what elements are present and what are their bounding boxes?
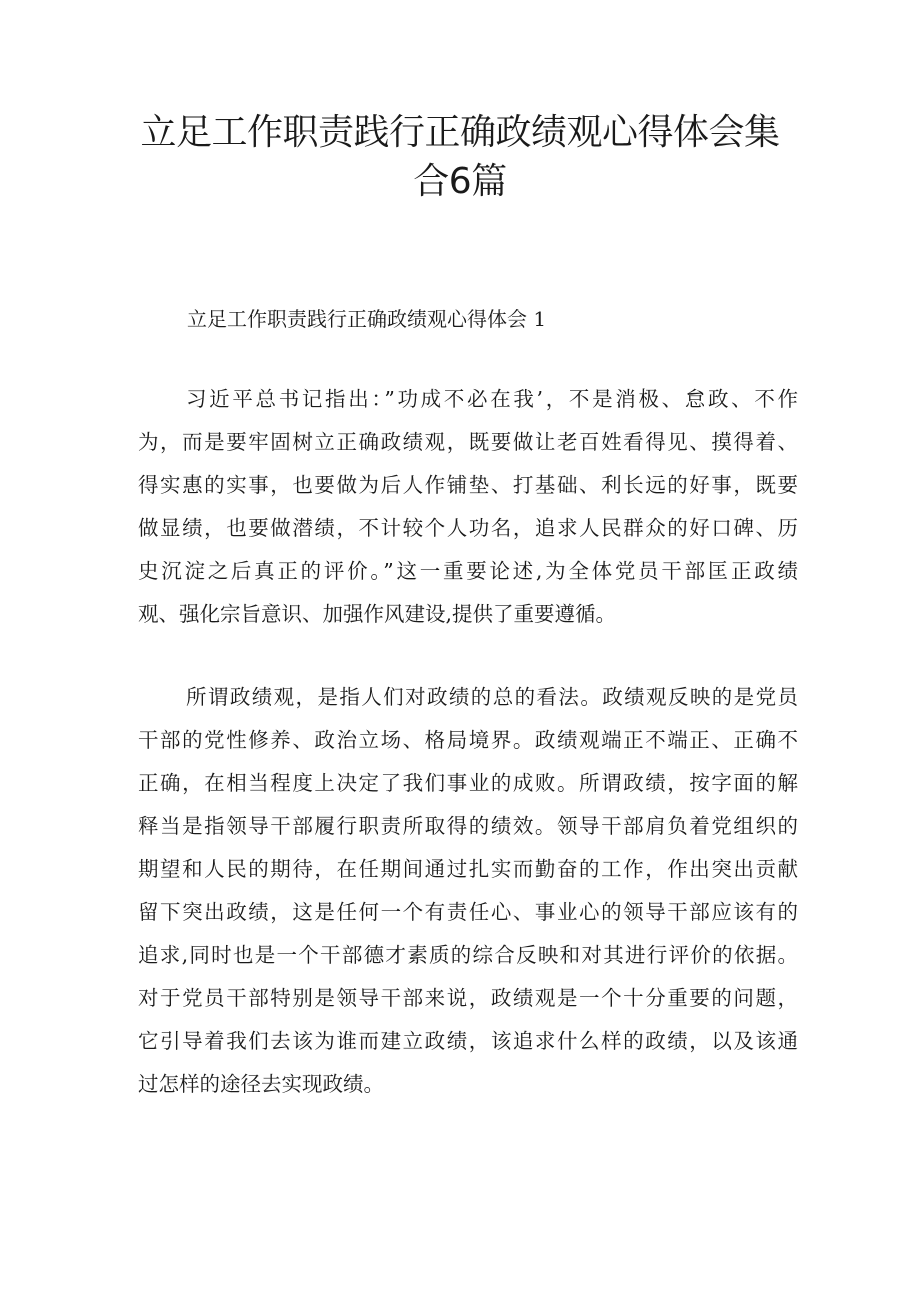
paragraph-2: [138, 676, 798, 1106]
document-title-line-1: 立足工作职责践行正确政绩观心得体会集: [140, 112, 780, 153]
paragraph-line: 过怎样的途径去实现政绩。: [138, 1072, 384, 1096]
paragraph-line: 干部的党性修养、政治立场、格局境界。政绩观端正不端正、正确不: [138, 728, 798, 752]
paragraph-line: 它引导着我们去该为谁而建立政绩，该追求什么样的政绩，以及该通: [138, 1029, 798, 1053]
paragraph-line: 为，而是要牢固树立正确政绩观，既要做让老百姓看得见、摸得着、: [138, 430, 798, 454]
paragraph-line: 习近平总书记指出：”功成不必在我’，不是消极、怠政、不作: [186, 387, 798, 411]
paragraph-line: 对于党员干部特别是领导干部来说，政绩观是一个十分重要的问题，: [138, 986, 798, 1010]
paragraph-line: 正确，在相当程度上决定了我们事业的成败。所谓政绩，按字面的解: [138, 771, 798, 795]
paragraph-line: 释当是指领导干部履行职责所取得的绩效。领导干部肩负着党组织的: [138, 814, 798, 838]
paragraph-line: 所谓政绩观，是指人们对政绩的总的看法。政绩观反映的是党员: [186, 685, 798, 709]
paragraph-line: 史沉淀之后真正的评价。”这一重要论述,为全体党员干部匡正政绩: [138, 559, 798, 583]
paragraph-line: 追求,同时也是一个干部德才素质的综合反映和对其进行评价的依据。: [138, 943, 798, 967]
document-title: [0, 108, 920, 206]
paragraph-line: 得实惠的实事，也要做为后人作铺垫、打基础、利长远的好事，既要: [138, 473, 798, 497]
paragraph-line: 观、强化宗旨意识、加强作风建设,提供了重要遵循。: [138, 602, 617, 626]
paragraph-line: 留下突出政绩，这是任何一个有责任心、事业心的领导干部应该有的: [138, 900, 798, 924]
paragraph-1: [138, 378, 798, 636]
paragraph-line: 做显绩，也要做潜绩，不计较个人功名，追求人民群众的好口碑、历: [138, 516, 798, 540]
document-title-line-2: 合6篇: [413, 161, 507, 202]
section-heading: 立足工作职责践行正确政绩观心得体会 1: [187, 307, 547, 331]
paragraph-line: 期望和人民的期待，在任期间通过扎实而勤奋的工作，作出突出贡献: [138, 857, 798, 881]
